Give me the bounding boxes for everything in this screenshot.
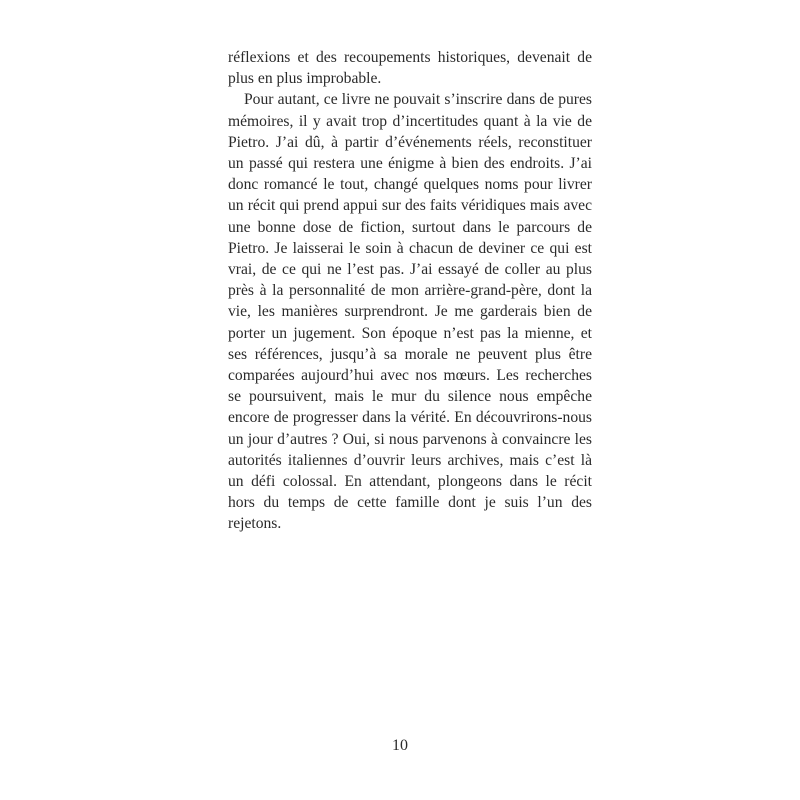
body-text bbox=[228, 47, 592, 535]
paragraph-continuation: réflexions et des recoupements historiques, devenait de plus en plus improbable. bbox=[228, 49, 592, 88]
page-number: 10 bbox=[392, 737, 408, 754]
paragraph-main: Pour autant, ce livre ne pouvait s’inscrire dans de pures mémoires, il y avait trop d’incertitudes quant à la vie de Pietro. J’ai dû, à partir d’événements réels, reconstituer un passé qui restera une énigme à bien des endroits. J’ai donc romancé le tout, changé quelques noms pour livrer un récit qui prend appui sur des faits véridiques mais avec une bonne dose de fiction, surtout dans le parcours de Pietro. Je laisserai le soin à chacun de deviner ce qui est vrai, de ce qui ne l’est pas. J’ai essayé de coller au plus près à la personnalité de mon arrière-grand-père, dont la vie, les manières surprendront. Je me garderais bien de porter un jugement. Son époque n’est pas la mienne, et ses références, jusqu’à sa morale ne peuvent plus être comparées aujourd’hui avec nos mœurs. Les recherches se poursuivent, mais le mur du silence nous empêche encore de progresser dans la vérité. En découvrirons-nous un jour d’autres ? Oui, si nous parvenons à convaincre les autorités italiennes d’ouvrir leurs archives, mais c’est là un défi colossal. En attendant, plongeons dans le récit hors du temps de cette famille dont je suis l’un des rejetons. bbox=[228, 91, 592, 533]
